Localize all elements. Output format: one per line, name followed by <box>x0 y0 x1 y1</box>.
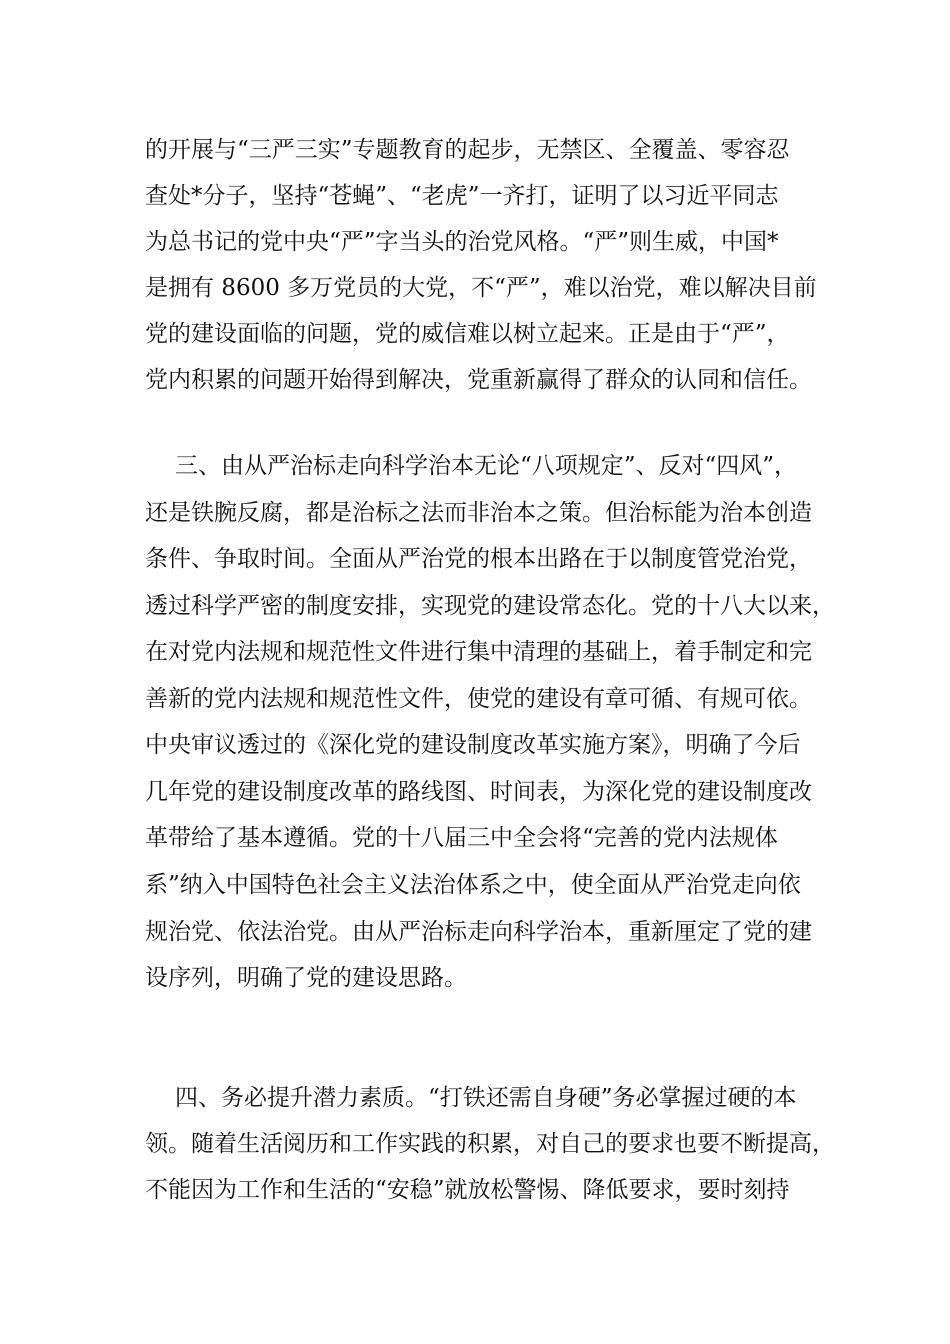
text-line: 条件、争取时间。全面从严治党的根本出路在于以制度管党治党， <box>145 546 812 573</box>
text-line: 党内积累的问题开始得到解决，党重新赢得了群众的认同和信任。 <box>145 367 812 393</box>
text-line: 透过科学严密的制度安排，实现党的建设常态化。党的十八大以来， <box>145 592 835 619</box>
text-line: 革带给了基本遵循。党的十八届三中全会将“完善的党内法规体 <box>145 825 778 852</box>
text-line: 的开展与“三严三实”专题教育的起步，无禁区、全覆盖、零容忍 <box>145 137 790 163</box>
text-line: 几年党的建设制度改革的路线图、时间表，为深化党的建设制度改 <box>145 778 812 805</box>
text-line: 为总书记的党中央“严”字当头的治党风格。“严”则生威，中国* <box>145 229 779 255</box>
text-line: 是拥有 8600 多万党员的大党，不“严”，难以治党，难以解决目前 <box>145 275 817 301</box>
text-line: 领。随着生活阅历和工作实践的积累，对自己的要求也要不断提高， <box>145 1131 835 1157</box>
text-line: 党的建设面临的问题，党的威信难以树立起来。正是由于“严”， <box>145 321 790 347</box>
text-line: 设序列，明确了党的建设思路。 <box>145 965 467 992</box>
text-line: 查处*分子，坚持“苍蝇”、“老虎”一齐打，证明了以习近平同志 <box>145 183 779 209</box>
text-line: 善新的党内法规和规范性文件，使党的建设有章可循、有规可依。 <box>145 685 812 712</box>
text-line: 三、由从严治标走向科学治本无论“八项规定”、反对“四风”， <box>175 453 798 479</box>
text-line: 系”纳入中国特色社会主义法治体系之中，使全面从严治党走向依 <box>145 871 801 898</box>
text-line: 规治党、依法治党。由从严治标走向科学治本，重新厘定了党的建 <box>145 918 812 945</box>
text-line: 还是铁腕反腐，都是治标之法而非治本之策。但治标能为治本创造 <box>145 499 812 526</box>
text-line: 在对党内法规和规范性文件进行集中清理的基础上，着手制定和完 <box>145 639 812 666</box>
text-line: 四、务必提升潜力素质。“打铁还需自身硬”务必掌握过硬的本 <box>175 1085 797 1111</box>
text-line: 中央审议透过的《深化党的建设制度改革实施方案》，明确了今后 <box>145 732 801 759</box>
text-line: 不能因为工作和生活的“安稳”就放松警惕、降低要求，要时刻持 <box>145 1177 790 1203</box>
